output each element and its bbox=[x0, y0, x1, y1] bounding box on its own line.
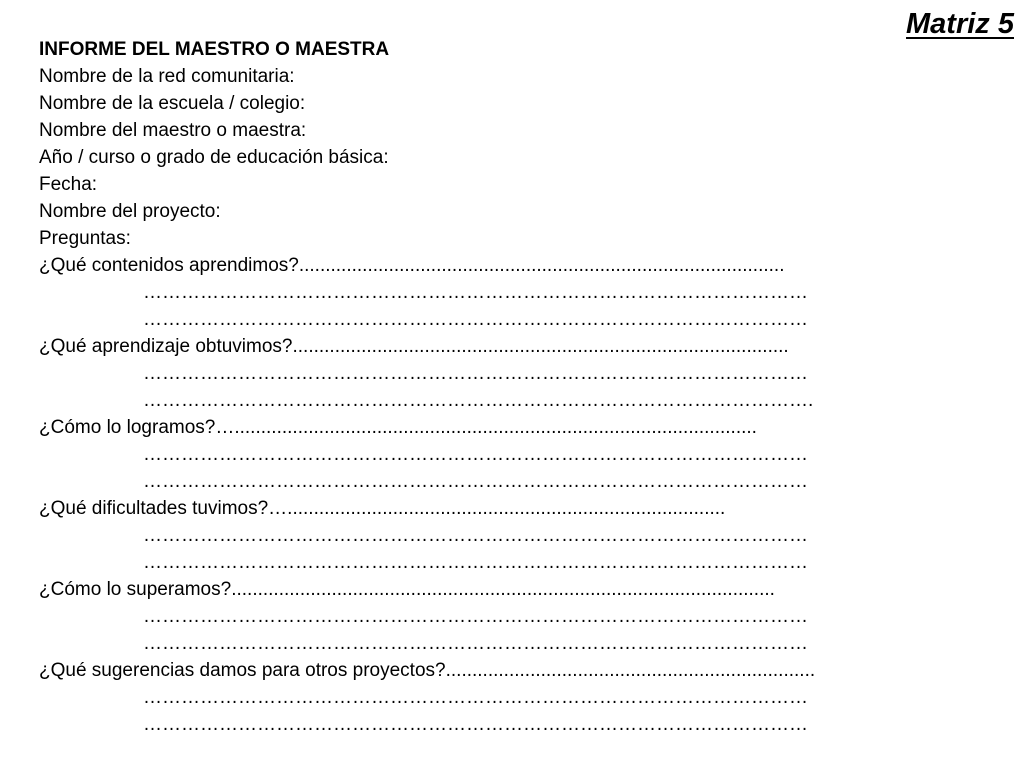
answer-line: ……………………………………………………………………………………………. bbox=[143, 390, 814, 411]
field-school-name: Nombre de la escuela / colegio: bbox=[39, 93, 306, 114]
question-text: ¿Qué dificultades tuvimos? bbox=[39, 498, 269, 519]
question-dot-leader: ....................................................................................................... bbox=[231, 579, 775, 600]
question-item bbox=[39, 252, 969, 279]
answer-line: …………………………………………………………………………………………… bbox=[143, 714, 808, 735]
question-dot-leader: …................................................................................................... bbox=[215, 417, 757, 438]
answer-line: …………………………………………………………………………………………… bbox=[143, 633, 808, 654]
question-dot-leader: ............................................................................................ bbox=[298, 255, 785, 276]
answer-line: …………………………………………………………………………………………… bbox=[143, 363, 808, 384]
question-text: ¿Cómo lo superamos? bbox=[39, 579, 232, 600]
answer-line: …………………………………………………………………………………………… bbox=[143, 687, 808, 708]
question-text: ¿Qué aprendizaje obtuvimos? bbox=[39, 336, 293, 357]
question-item bbox=[39, 495, 969, 522]
question-text: ¿Qué sugerencias damos para otros proyectos? bbox=[39, 660, 446, 681]
answer-line: …………………………………………………………………………………………… bbox=[143, 282, 808, 303]
teacher-report-form bbox=[39, 36, 969, 738]
answer-line: …………………………………………………………………………………………… bbox=[143, 444, 808, 465]
answer-line: …………………………………………………………………………………………… bbox=[143, 525, 808, 546]
answer-line: …………………………………………………………………………………………… bbox=[143, 606, 808, 627]
question-dot-leader: ...................................................................... bbox=[445, 660, 816, 681]
field-grade-level: Año / curso o grado de educación básica: bbox=[39, 147, 389, 168]
question-text: ¿Qué contenidos aprendimos? bbox=[39, 255, 299, 276]
question-dot-leader: .............................................................................................. bbox=[292, 336, 789, 357]
questions-label: Preguntas: bbox=[39, 228, 131, 249]
question-item bbox=[39, 414, 969, 441]
question-item bbox=[39, 576, 969, 603]
answer-line: …………………………………………………………………………………………… bbox=[143, 309, 808, 330]
answer-line: …………………………………………………………………………………………… bbox=[143, 552, 808, 573]
field-teacher-name: Nombre del maestro o maestra: bbox=[39, 120, 307, 141]
report-heading: INFORME DEL MAESTRO O MAESTRA bbox=[39, 39, 390, 60]
question-item bbox=[39, 333, 969, 360]
field-date: Fecha: bbox=[39, 174, 98, 195]
field-community-network: Nombre de la red comunitaria: bbox=[39, 66, 295, 87]
question-item bbox=[39, 657, 969, 684]
question-text: ¿Cómo lo logramos? bbox=[39, 417, 216, 438]
answer-line: …………………………………………………………………………………………… bbox=[143, 471, 808, 492]
question-dot-leader: …................................................................................... bbox=[268, 498, 726, 519]
matrix-title: Matriz 5 bbox=[906, 8, 1014, 40]
field-project-name: Nombre del proyecto: bbox=[39, 201, 221, 222]
